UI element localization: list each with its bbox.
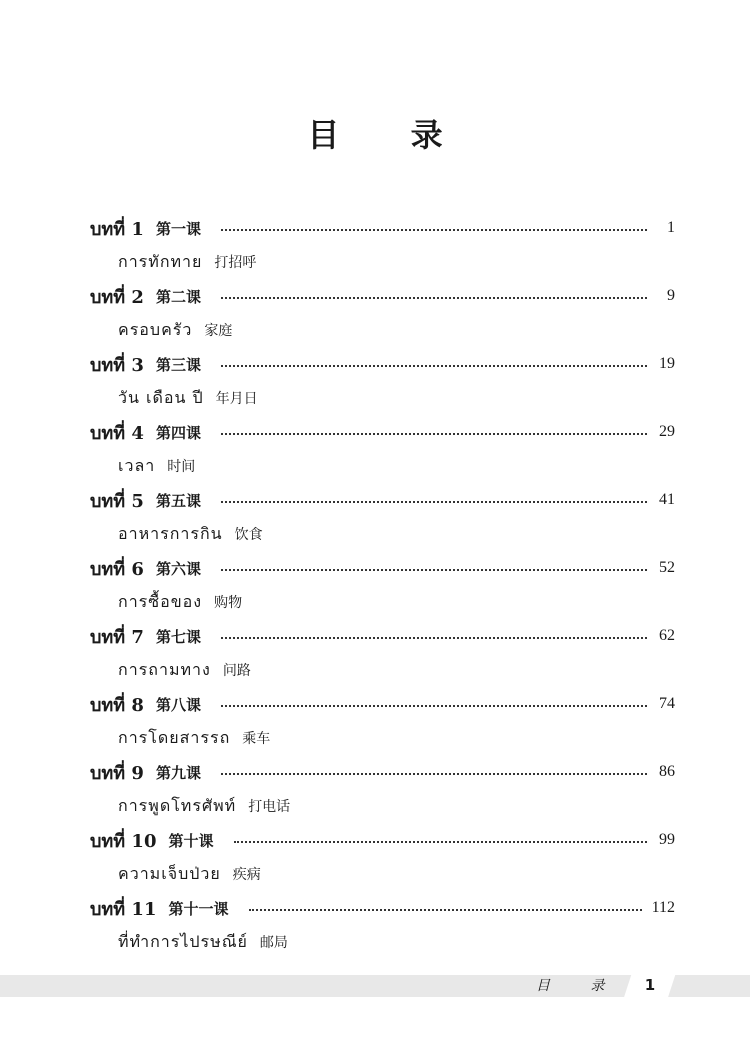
toc-lesson-line [90, 279, 675, 313]
page-number: 99 [659, 831, 675, 848]
footer-section-label: 目 录 [536, 978, 623, 994]
topic-thai: เวลา [118, 455, 156, 475]
page-number: 41 [659, 491, 675, 508]
topic-chinese: 家庭 [204, 323, 233, 339]
page-number: 62 [659, 627, 675, 644]
lesson-number-thai: บทที่ 7 [90, 626, 144, 648]
topic-chinese: 问路 [222, 663, 251, 679]
lesson-number-chinese: 第十课 [168, 831, 214, 850]
lesson-number-thai: บทที่ 9 [90, 762, 144, 784]
dot-leader [221, 229, 647, 231]
topic-chinese: 年月日 [215, 391, 258, 407]
page-number: 9 [667, 287, 675, 304]
lesson-number-chinese: 第四课 [155, 423, 201, 442]
toc-topic-line [90, 721, 675, 755]
toc-topic-line [90, 585, 675, 619]
topic-chinese: 饮食 [234, 527, 263, 543]
dot-leader [221, 569, 647, 571]
toc-lesson-line [90, 415, 675, 449]
toc-topic-line [90, 857, 675, 891]
toc-entry-7 [90, 619, 675, 687]
toc-entry-11 [90, 891, 675, 959]
lesson-number-thai: บทที่ 6 [90, 558, 144, 580]
toc-entry-10 [90, 823, 675, 891]
lesson-number-thai: บทที่ 2 [90, 286, 144, 308]
topic-thai: วัน เดือน ปี [118, 387, 204, 407]
topic-thai: ความเจ็บป่วย [118, 863, 221, 883]
page-number: 1 [667, 219, 675, 236]
topic-chinese: 疾病 [232, 867, 261, 883]
lesson-number-chinese: 第二课 [155, 287, 201, 306]
toc-entry-1 [90, 211, 675, 279]
toc-topic-line [90, 381, 675, 415]
topic-chinese: 时间 [167, 459, 196, 475]
topic-chinese: 购物 [214, 595, 243, 611]
topic-thai: การทักทาย [118, 251, 203, 271]
toc-lesson-line [90, 687, 675, 721]
topic-thai: อาหารการกิน [118, 523, 223, 543]
topic-chinese: 邮局 [259, 935, 288, 951]
lesson-number-thai: บทที่ 4 [90, 422, 144, 444]
toc-topic-line [90, 653, 675, 687]
toc-topic-line [90, 789, 675, 823]
toc-entry-2 [90, 279, 675, 347]
lesson-number-thai: บทที่ 3 [90, 354, 144, 376]
toc-lesson-line [90, 211, 675, 245]
toc-topic-line [90, 925, 675, 959]
lesson-number-chinese: 第五课 [155, 491, 201, 510]
topic-thai: การถามทาง [118, 659, 211, 679]
dot-leader [221, 365, 647, 367]
topic-thai: ครอบครัว [118, 319, 193, 339]
toc-lesson-line [90, 483, 675, 517]
dot-leader [221, 773, 647, 775]
page-number: 74 [659, 695, 675, 712]
toc-entry-9 [90, 755, 675, 823]
topic-thai: การโดยสารรถ [118, 727, 231, 747]
dot-leader [221, 297, 647, 299]
lesson-number-chinese: 第九课 [155, 763, 201, 782]
topic-thai: การซื้อของ [118, 591, 203, 611]
page-number: 86 [659, 763, 675, 780]
topic-chinese: 打招呼 [214, 255, 257, 271]
topic-thai: ที่ทำการไปรษณีย์ [118, 931, 248, 951]
dot-leader [221, 705, 647, 707]
page-title: 目 录 [307, 116, 473, 154]
toc-entry-6 [90, 551, 675, 619]
toc-topic-line [90, 313, 675, 347]
page-number: 112 [651, 899, 675, 916]
toc-lesson-line [90, 619, 675, 653]
lesson-number-thai: บทที่ 5 [90, 490, 144, 512]
toc-entry-3 [90, 347, 675, 415]
topic-thai: การพูดโทรศัพท์ [118, 795, 237, 815]
toc-lesson-line [90, 823, 675, 857]
page-number: 19 [659, 355, 675, 372]
topic-chinese: 打电话 [248, 799, 291, 815]
dot-leader [221, 501, 647, 503]
toc-lesson-line [90, 891, 675, 925]
dot-leader [234, 841, 648, 843]
toc-entry-8 [90, 687, 675, 755]
lesson-number-thai: บทที่ 1 [90, 218, 144, 240]
lesson-number-thai: บทที่ 10 [90, 830, 157, 852]
lesson-number-thai: บทที่ 11 [90, 898, 157, 920]
toc-topic-line [90, 245, 675, 279]
toc-lesson-line [90, 551, 675, 585]
toc-topic-line [90, 449, 675, 483]
lesson-number-chinese: 第三课 [155, 355, 201, 374]
lesson-number-thai: บทที่ 8 [90, 694, 144, 716]
topic-chinese: 乘车 [242, 731, 271, 747]
toc-lesson-line [90, 755, 675, 789]
lesson-number-chinese: 第八课 [155, 695, 201, 714]
table-of-contents [90, 211, 675, 959]
page-number: 29 [659, 423, 675, 440]
toc-lesson-line [90, 347, 675, 381]
lesson-number-chinese: 第七课 [155, 627, 201, 646]
toc-topic-line [90, 517, 675, 551]
lesson-number-chinese: 第十一课 [168, 899, 229, 918]
lesson-number-chinese: 第一课 [155, 219, 201, 238]
toc-entry-5 [90, 483, 675, 551]
toc-entry-4 [90, 415, 675, 483]
dot-leader [221, 637, 647, 639]
lesson-number-chinese: 第六课 [155, 559, 201, 578]
page-number: 52 [659, 559, 675, 576]
footer-page-number: 1 [644, 976, 656, 994]
dot-leader [221, 433, 647, 435]
dot-leader [249, 909, 642, 911]
